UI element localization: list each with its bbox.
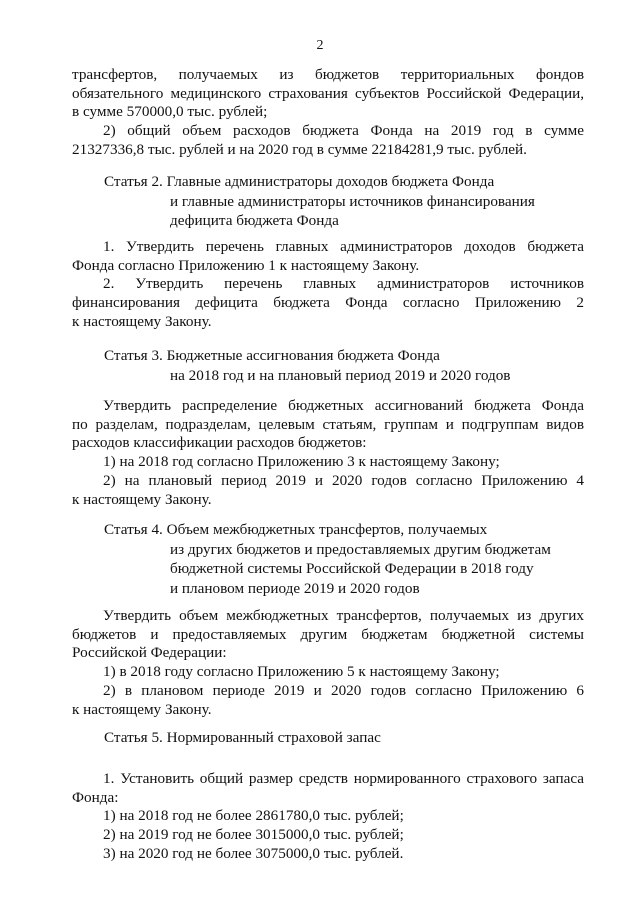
article-2-heading xyxy=(104,172,584,231)
text-line: Фонда: xyxy=(72,788,119,806)
text-line: к настоящему Закону. xyxy=(72,490,212,508)
text-line: трансфертов, получаемых из бюджетов территориальных фондов xyxy=(72,66,584,83)
text-line: Утвердить объем межбюджетных трансфертов, получаемых из других xyxy=(103,607,584,624)
text-line: 1. Установить общий размер средств нормированного страхового запаса xyxy=(103,770,584,787)
text-line: 3) на 2020 год не более 3075000,0 тыс. рублей. xyxy=(103,844,404,862)
heading-line: из других бюджетов и предоставляемых другим бюджетам xyxy=(170,540,551,558)
text-line: 2. Утвердить перечень главных администраторов источников xyxy=(103,275,584,293)
article-2-body xyxy=(72,238,584,332)
text-line: обязательного медицинского страхования субъектов Российской Федерации, xyxy=(72,84,584,102)
text-line: Российской Федерации: xyxy=(72,644,227,662)
heading-line: Статья 3. Бюджетные ассигнования бюджета Фонда xyxy=(104,347,440,364)
text-line: 21327336,8 тыс. рублей и на 2020 год в сумме 22184281,9 тыс. рублей. xyxy=(72,140,527,158)
text-line: расходов классификации расходов бюджетов: xyxy=(72,434,367,452)
heading-line: Статья 5. Нормированный страховой запас xyxy=(104,729,381,746)
intro-paragraph xyxy=(72,66,584,160)
text-line: 1) в 2018 году согласно Приложению 5 к настоящему Закону; xyxy=(103,663,500,681)
article-3-heading xyxy=(104,346,584,385)
article-3-body xyxy=(72,397,584,509)
heading-line: дефицита бюджета Фонда xyxy=(170,212,339,229)
article-5-body xyxy=(72,770,584,864)
text-line: по разделам, подразделам, целевым статьям, группам и подгруппам видов xyxy=(72,415,584,433)
text-line: к настоящему Закону. xyxy=(72,700,212,718)
article-4-body xyxy=(72,607,584,719)
heading-line: и главные администраторы источников финансирования xyxy=(170,192,535,210)
text-line: 2) на 2019 год не более 3015000,0 тыс. рублей; xyxy=(103,826,404,844)
text-line: бюджетов и предоставляемых другим бюджетам бюджетной системы xyxy=(72,625,584,643)
text-line: 2) общий объем расходов бюджета Фонда на 2019 год в сумме xyxy=(103,122,584,140)
article-4-heading xyxy=(104,520,584,598)
text-line: 1) на 2018 год не более 2861780,0 тыс. рублей; xyxy=(103,807,404,825)
heading-line: бюджетной системы Российской Федерации в 2018 году xyxy=(170,560,534,577)
text-line: к настоящему Закону. xyxy=(72,312,212,330)
heading-line: Статья 4. Объем межбюджетных трансфертов, получаемых xyxy=(104,521,488,538)
text-line: 1) на 2018 год согласно Приложению 3 к настоящему Закону; xyxy=(103,453,500,471)
page-number: 2 xyxy=(316,38,324,53)
text-line: Утвердить распределение бюджетных ассигнований бюджета Фонда xyxy=(103,397,584,414)
heading-line: и плановом периоде 2019 и 2020 годов xyxy=(170,579,420,597)
heading-line: на 2018 год и на плановый период 2019 и 2020 годов xyxy=(170,366,511,384)
heading-line: Статья 2. Главные администраторы доходов бюджета Фонда xyxy=(104,173,495,190)
text-line: Фонда согласно Приложению 1 к настоящему Закону. xyxy=(72,256,420,274)
text-line: 2) в плановом периоде 2019 и 2020 годов согласно Приложению 6 xyxy=(103,681,584,699)
article-5-heading xyxy=(104,728,584,748)
text-line: 1. Утвердить перечень главных администраторов доходов бюджета xyxy=(103,238,584,255)
text-line: финансирования дефицита бюджета Фонда согласно Приложению 2 xyxy=(72,294,584,312)
text-line: 2) на плановый период 2019 и 2020 годов согласно Приложению 4 xyxy=(103,471,584,489)
text-line: в сумме 570000,0 тыс. рублей; xyxy=(72,103,268,121)
